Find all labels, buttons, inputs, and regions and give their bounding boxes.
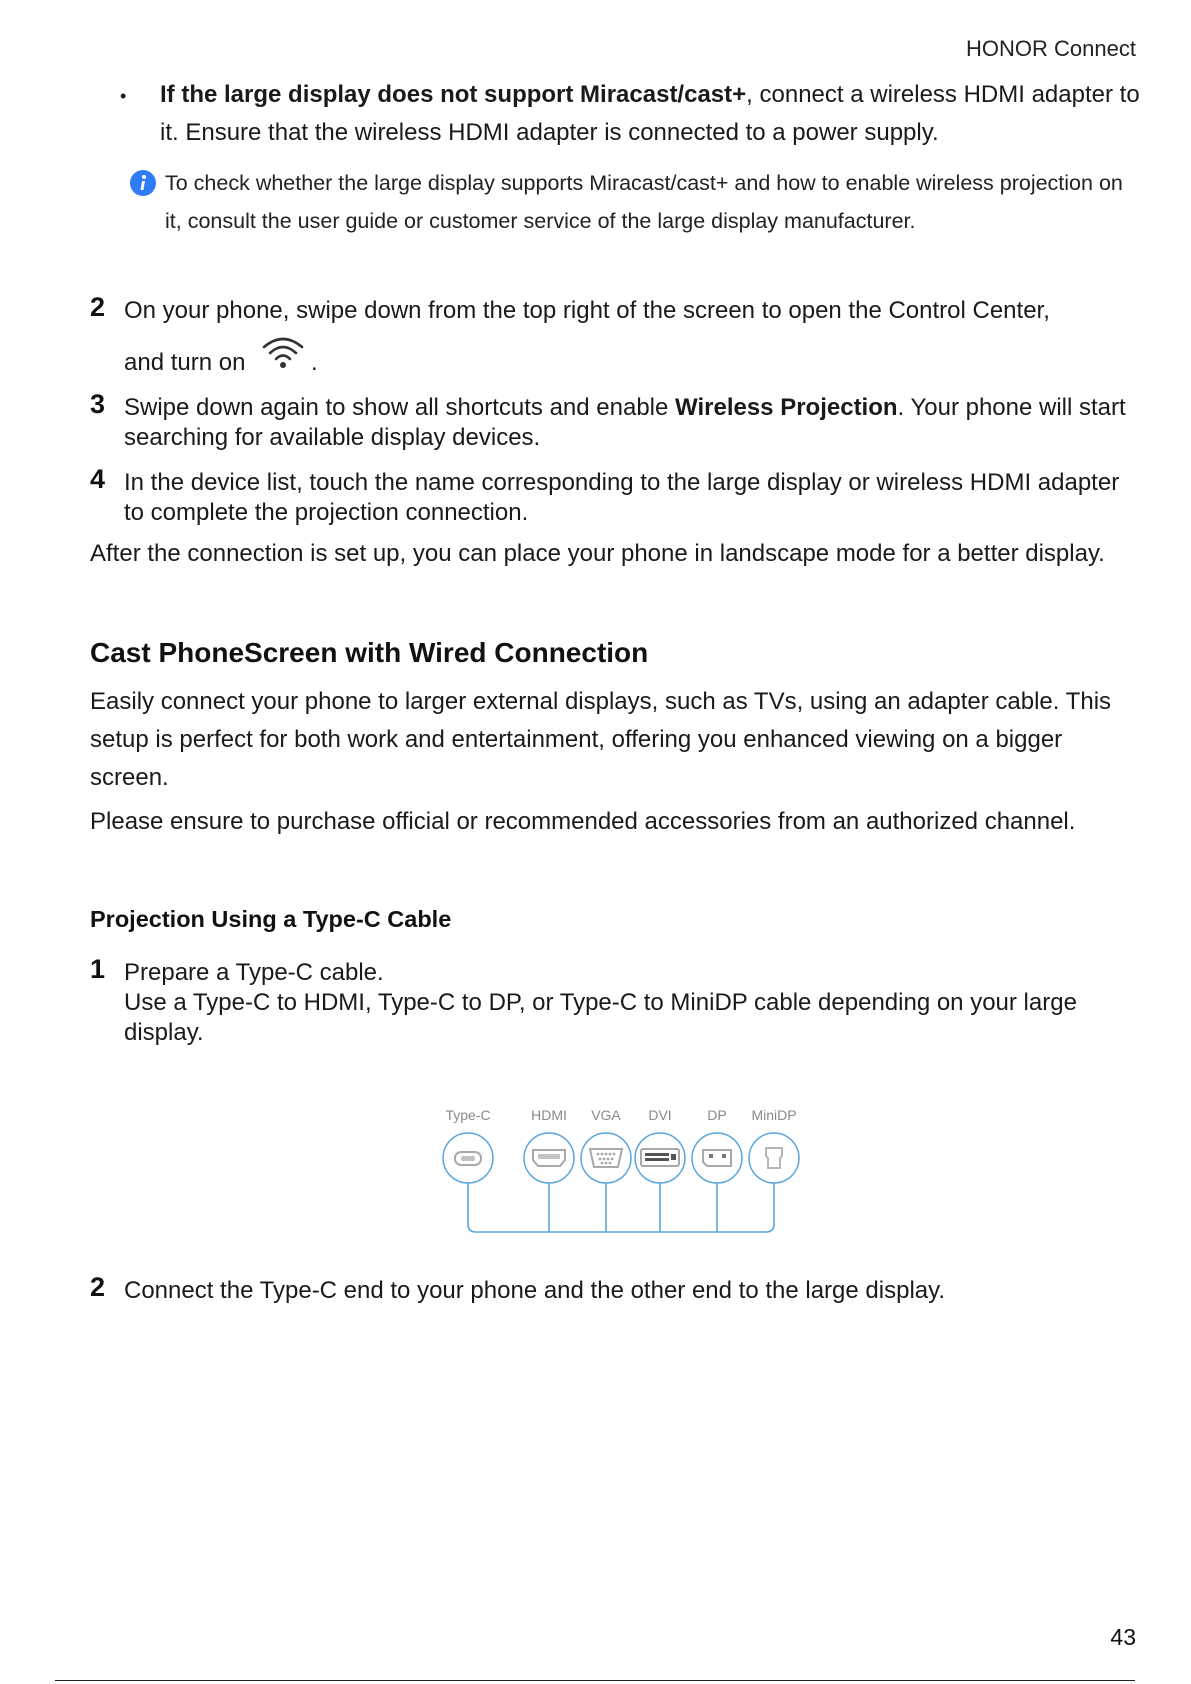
- hdmi-icon: [524, 1133, 574, 1183]
- vga-icon: [581, 1133, 631, 1183]
- step-trail: .: [311, 349, 318, 376]
- bullet-rest: , connect a wireless HDMI adapter to it. Ensure that the wireless HDMI adapter is connected to a power supply.: [160, 81, 1140, 146]
- dp-icon: [692, 1133, 742, 1183]
- connector-diagram: [430, 1100, 810, 1240]
- step-text: Connect the Type-C end to your phone and the other end to the large display.: [124, 1277, 946, 1304]
- page-number: 43: [1110, 1624, 1136, 1650]
- info-icon: [129, 169, 157, 197]
- step-number: 2: [90, 1272, 106, 1302]
- step-text: Use a Type-C to HDMI, Type-C to DP, or Type-C to MiniDP cable depending on your large display.: [124, 989, 1077, 1046]
- section-paragraph: Easily connect your phone to larger external displays, such as TVs, using an adapter cable. This setup is perfect for both work and entertainment, offering you enhanced viewing on a bigger screen.: [90, 688, 1112, 791]
- step-text-turn-on: and turn on: [124, 349, 246, 376]
- wifi-icon: [262, 335, 304, 369]
- subsection-title: Projection Using a Type-C Cable: [90, 906, 452, 932]
- bullet-text: [160, 76, 1140, 152]
- step-text: On your phone, swipe down from the top right of the screen to open the Control Center,: [124, 297, 1050, 324]
- bullet-mark: •: [120, 86, 127, 106]
- after-connection-text: After the connection is set up, you can place your phone in landscape mode for a better display.: [90, 540, 1105, 567]
- connector-label: HDMI: [531, 1107, 567, 1123]
- step-text: [124, 393, 1144, 453]
- connector-label: DP: [707, 1107, 727, 1123]
- type-c-icon: [443, 1133, 493, 1183]
- step-number: 2: [90, 292, 106, 322]
- wireless-projection-label: Wireless Projection: [675, 394, 898, 421]
- connector-label: MiniDP: [751, 1107, 797, 1123]
- footer-rule: [55, 1680, 1135, 1681]
- connector-label: VGA: [591, 1107, 621, 1123]
- section-paragraph: Please ensure to purchase official or recommended accessories from an authorized channel.: [90, 808, 1076, 835]
- step-number: 4: [90, 464, 106, 494]
- minidp-icon: [749, 1133, 799, 1183]
- step-text-after: . Your phone will start searching for available display devices.: [124, 394, 1126, 451]
- dvi-icon: [635, 1133, 685, 1183]
- step-text: Prepare a Type-C cable.: [124, 959, 384, 986]
- step-number: 1: [90, 954, 106, 984]
- section-title: Cast PhoneScreen with Wired Connection: [90, 637, 649, 668]
- connector-label: DVI: [648, 1107, 672, 1123]
- page-header-title: HONOR Connect: [966, 36, 1136, 61]
- connector-label: Type-C: [445, 1107, 491, 1123]
- step-text-continued: [124, 348, 245, 378]
- step-text: In the device list, touch the name corresponding to the large display or wireless HDMI adapter to complete the projection connection.: [124, 469, 1120, 526]
- bullet-bold: If the large display does not support Miracast/cast+: [160, 81, 747, 108]
- step-text-before: Swipe down again to show all shortcuts and enable: [124, 394, 676, 421]
- step-number: 3: [90, 389, 106, 419]
- note-text: To check whether the large display supports Miracast/cast+ and how to enable wireless projection on it, consult the user guide or customer service of the large display manufacturer.: [165, 171, 1123, 233]
